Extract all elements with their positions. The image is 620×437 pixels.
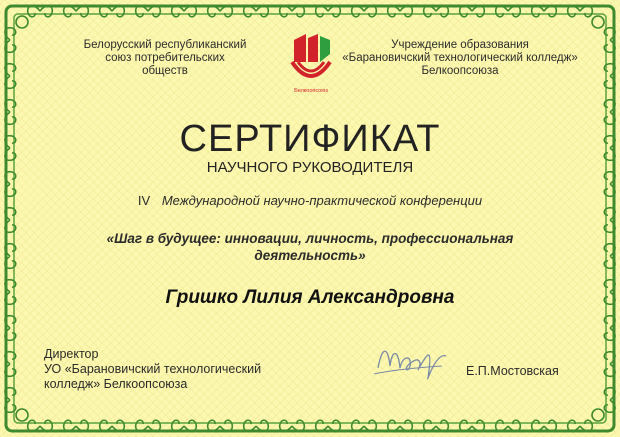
border-swirl bbox=[172, 420, 197, 431]
border-swirl bbox=[388, 6, 413, 17]
left-org-line: Белорусский республиканский bbox=[83, 39, 247, 51]
border-swirl bbox=[64, 6, 89, 17]
left-org-line: обществ bbox=[142, 65, 188, 77]
left-organization bbox=[70, 39, 260, 78]
border-swirl bbox=[136, 6, 161, 17]
border-swirl bbox=[352, 420, 377, 431]
left-org-line: союз потребительских bbox=[105, 52, 225, 64]
border-swirl bbox=[208, 420, 233, 431]
border-swirl bbox=[100, 420, 125, 431]
border-swirl bbox=[532, 6, 557, 17]
conference-text: Международной научно-практической конференции bbox=[161, 193, 483, 208]
border-swirl bbox=[388, 420, 413, 431]
border-swirl bbox=[244, 6, 269, 17]
corner-rosette bbox=[16, 409, 28, 421]
border-swirl bbox=[172, 6, 197, 17]
director-line: колледж» Белкоопсоюза bbox=[44, 377, 188, 391]
director-line: Директор bbox=[44, 347, 99, 361]
certificate-subtitle: НАУЧНОГО РУКОВОДИТЕЛЯ bbox=[206, 159, 414, 176]
border-swirl bbox=[316, 420, 341, 431]
border-swirl bbox=[460, 6, 485, 17]
corner-rosette bbox=[592, 16, 604, 28]
border-swirl bbox=[28, 420, 53, 431]
director-line: УО «Барановичский технологический bbox=[44, 362, 262, 376]
border-swirl bbox=[316, 6, 341, 17]
border-swirl bbox=[100, 6, 125, 17]
border-swirl bbox=[568, 6, 593, 17]
border-swirl bbox=[532, 420, 557, 431]
border-swirl bbox=[460, 420, 485, 431]
border-swirl bbox=[28, 6, 53, 17]
border-swirl bbox=[280, 6, 305, 17]
conference-name-line: «Шаг в будущее: инновации, личность, профессиональная bbox=[106, 231, 514, 246]
certificate-title: СЕРТИФИКАТ bbox=[179, 118, 441, 160]
conference-name bbox=[60, 230, 560, 264]
corner-rosette bbox=[592, 409, 604, 421]
right-org-line: Учреждение образования bbox=[391, 39, 529, 51]
border-swirl bbox=[568, 420, 593, 431]
conference-line bbox=[0, 193, 620, 208]
border-swirl bbox=[208, 6, 233, 17]
director-name: Е.П.Мостовская bbox=[466, 364, 559, 378]
corner-rosette bbox=[16, 16, 28, 28]
border-swirl bbox=[136, 420, 161, 431]
right-org-line: Белкоопсоюза bbox=[421, 65, 499, 77]
border-swirl bbox=[424, 6, 449, 17]
conference-number: IV bbox=[137, 193, 151, 208]
right-org-line: «Барановичский технологический колледж» bbox=[342, 52, 578, 64]
recipient-name: Гришко Лилия Александровна bbox=[165, 287, 455, 308]
border-swirl bbox=[424, 420, 449, 431]
handwritten-signature bbox=[372, 338, 452, 386]
border-swirl bbox=[496, 6, 521, 17]
border-swirl bbox=[64, 420, 89, 431]
border-swirl bbox=[352, 6, 377, 17]
right-organization bbox=[330, 39, 590, 78]
logo-text: Белкоопсоюз bbox=[294, 88, 328, 94]
border-swirl bbox=[244, 420, 269, 431]
border-swirl bbox=[280, 420, 305, 431]
director-title bbox=[44, 347, 314, 392]
border-swirl bbox=[496, 420, 521, 431]
conference-name-line: деятельность» bbox=[254, 248, 366, 263]
